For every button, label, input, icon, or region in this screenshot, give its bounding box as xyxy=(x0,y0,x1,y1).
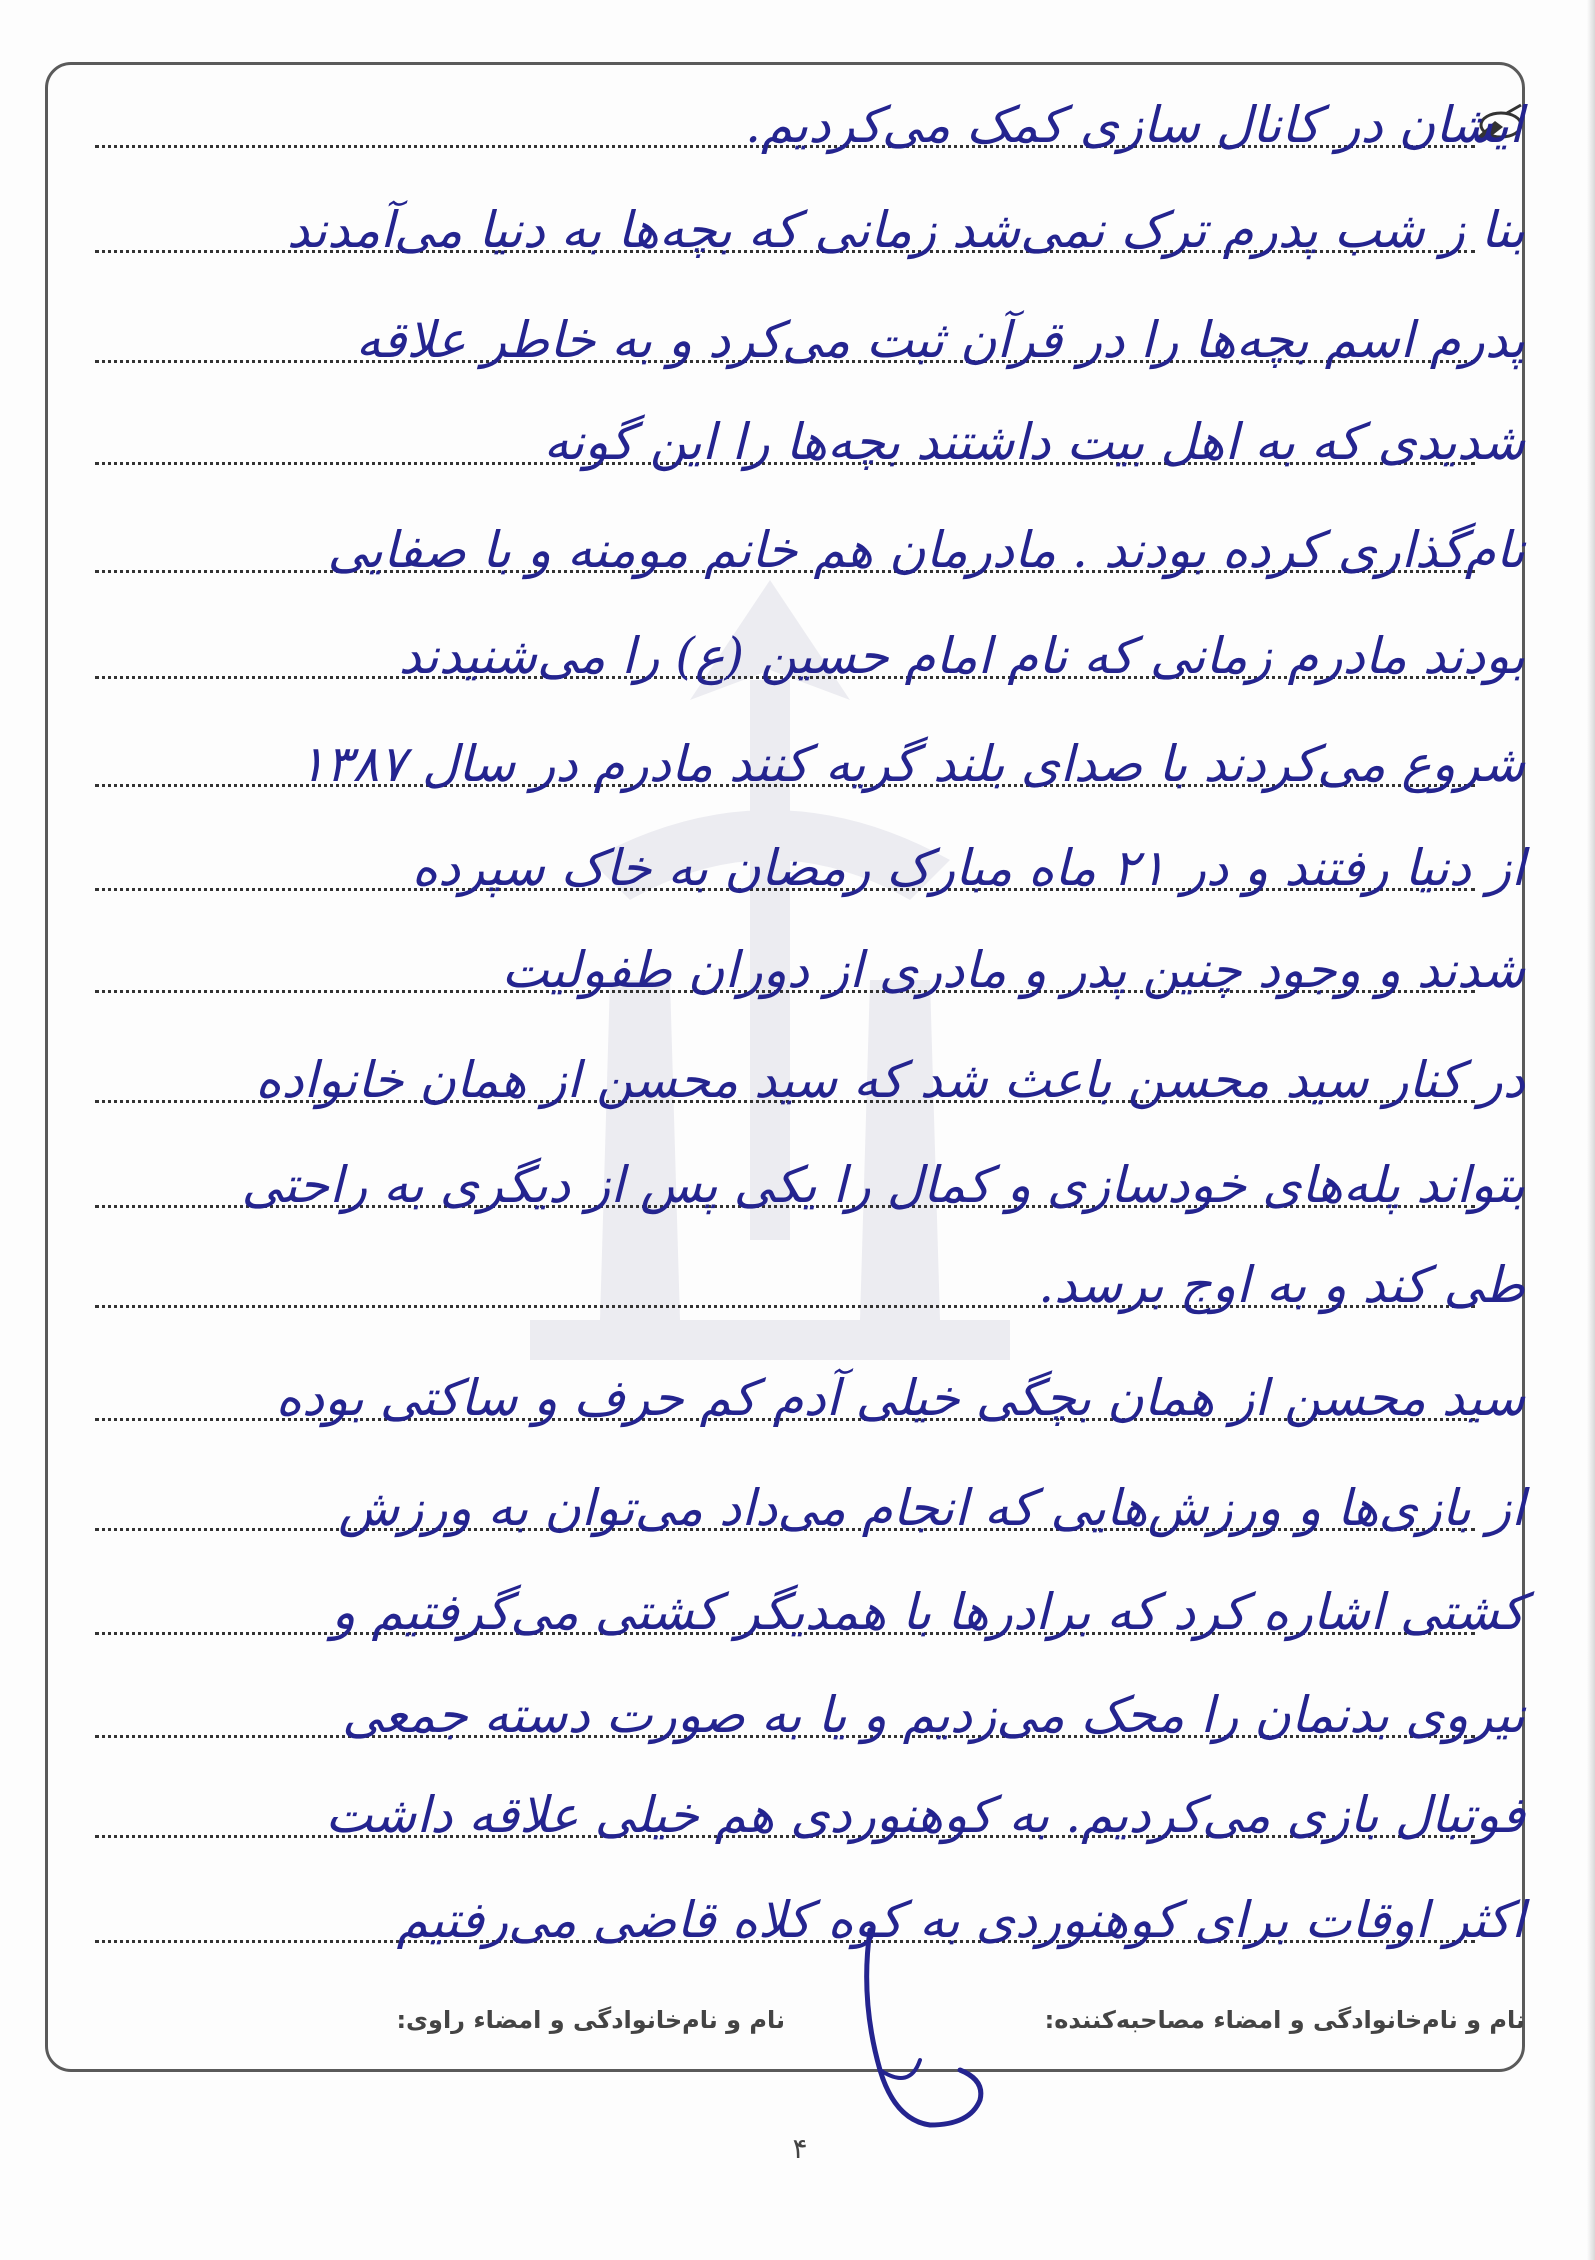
interviewer-signature-label: نام و نام‌خانوادگی و امضاء مصاحبه‌کننده: xyxy=(1044,2006,1525,2034)
narrator-signature-label: نام و نام‌خانوادگی و امضاء راوی: xyxy=(396,2006,785,2034)
handwritten-signature xyxy=(840,1920,1000,2150)
page-number: ۴ xyxy=(792,2132,808,2165)
handwritten-line: شروع می‌کردند با صدای بلند گریه کنند مادرم در سال ۱۳۸۷ xyxy=(298,735,1525,793)
handwritten-line: ایشان در کانال سازی کمک می‌کردیم. xyxy=(745,96,1523,154)
handwritten-line: بودند مادرم زمانی که نام امام حسین (ع) را می‌شنیدند xyxy=(398,627,1525,685)
handwritten-line: بتواند پله‌های خودسازی و کمال را یکی پس از دیگری به راحتی xyxy=(241,1156,1525,1214)
handwritten-line: در کنار سید محسن باعث شد که سید محسن از همان خانواده xyxy=(255,1051,1525,1109)
handwritten-line: بنا ز شب پدرم ترک نمی‌شد زمانی که بچه‌ها به دنیا می‌آمدند xyxy=(286,201,1525,259)
handwritten-line: فوتبال بازی می‌کردیم. به کوهنوردی هم خیلی علاقه داشت xyxy=(325,1786,1525,1844)
handwritten-line: طی کند و به اوج برسد. xyxy=(1038,1256,1525,1314)
handwritten-line: اکثر اوقات برای کوهنوردی به کوه کلاه قاضی می‌رفتیم xyxy=(396,1891,1525,1949)
handwritten-line: نام‌گذاری کرده بودند . مادرمان هم خانم مومنه و با صفایی xyxy=(327,521,1525,579)
handwritten-line: نیروی بدنمان را محک می‌زدیم و یا به صورت دسته جمعی xyxy=(342,1686,1525,1744)
handwritten-line: از دنیا رفتند و در ۲۱ ماه مبارک رمضان به خاک سپرده xyxy=(411,839,1525,897)
handwritten-line: از بازی‌ها و ورزش‌هایی که انجام می‌داد می‌توان به ورزش xyxy=(338,1479,1525,1537)
handwritten-line: شدند و وجود چنین پدر و مادری از دوران طفولیت xyxy=(501,941,1525,999)
handwritten-line: پدرم اسم بچه‌ها را در قرآن ثبت می‌کرد و به خاطر علاقه xyxy=(355,311,1525,369)
handwritten-line: کشتی اشاره کرد که برادرها با همدیگر کشتی می‌گرفتیم و xyxy=(331,1583,1525,1641)
scan-edge xyxy=(1587,0,1595,2260)
handwritten-line: سید محسن از همان بچگی خیلی آدم کم حرف و ساکتی بوده xyxy=(275,1369,1525,1427)
signature-footer xyxy=(105,2006,1525,2046)
handwritten-line: شدیدی که به اهل بیت داشتند بچه‌ها را این گونه xyxy=(543,413,1525,471)
